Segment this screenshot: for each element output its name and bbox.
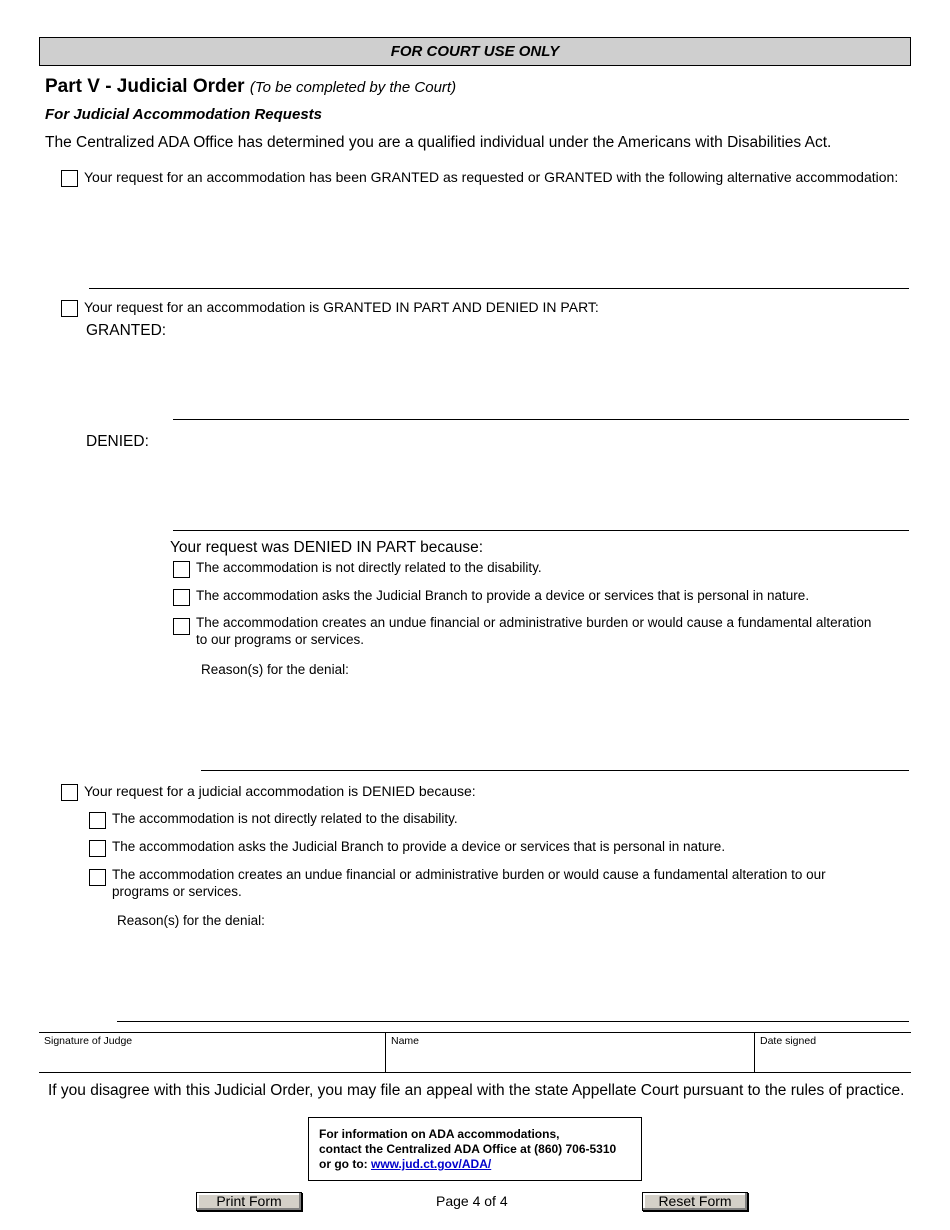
denied-reason-burden-label-1: The accommodation creates an undue financial or administrative burden or would cause a fundamental alteration to our <box>112 867 826 882</box>
judge-signature-field[interactable] <box>39 1033 385 1072</box>
date-signed-label: Date signed <box>760 1035 817 1047</box>
denied-subheading: DENIED: <box>86 433 149 450</box>
denied-part-heading: Your request was DENIED IN PART because: <box>170 539 484 556</box>
partial-reason-burden-label-2: to our programs or services. <box>196 632 365 647</box>
partial-label: Your request for an accommodation is GRANTED IN PART AND DENIED IN PART: <box>84 299 599 315</box>
date-signed-field[interactable] <box>754 1033 911 1072</box>
denied-reason-not-related-checkbox[interactable] <box>89 812 106 829</box>
granted-subheading: GRANTED: <box>86 322 167 339</box>
partial-checkbox[interactable] <box>61 300 78 317</box>
partial-reason-not-related-label: The accommodation is not directly related to the disability. <box>196 560 542 575</box>
court-use-header: FOR COURT USE ONLY <box>39 37 911 66</box>
denied-reason-personal-label: The accommodation asks the Judicial Branch to provide a device or services that is personal in nature. <box>112 839 726 854</box>
ada-website-link[interactable]: www.jud.ct.gov/ADA/ <box>371 1157 492 1171</box>
info-line-3 <box>319 1157 631 1172</box>
section-title: For Judicial Accommodation Requests <box>45 106 322 123</box>
part-title-text: Part V - Judicial Order <box>45 76 245 97</box>
judge-name-label: Name <box>391 1035 420 1047</box>
print-form-button[interactable]: Print Form <box>196 1192 302 1211</box>
denied-reason-personal-checkbox[interactable] <box>89 840 106 857</box>
partial-reason-personal-checkbox[interactable] <box>173 589 190 606</box>
partial-reason-field[interactable] <box>201 770 909 771</box>
partial-reason-personal-label: The accommodation asks the Judicial Branch to provide a device or services that is personal in nature. <box>196 588 810 603</box>
info-line-1: For information on ADA accommodations, <box>319 1127 560 1141</box>
ada-info-box <box>308 1117 642 1181</box>
denied-part-field[interactable] <box>173 530 909 531</box>
intro-text: The Centralized ADA Office has determined you are a qualified individual under the Americans with Disabilities Act. <box>45 134 832 151</box>
reset-form-button[interactable]: Reset Form <box>642 1192 748 1211</box>
granted-checkbox[interactable] <box>61 170 78 187</box>
part-subtitle: (To be completed by the Court) <box>249 79 457 96</box>
partial-reason-not-related-checkbox[interactable] <box>173 561 190 578</box>
page-number: Page 4 of 4 <box>436 1193 508 1209</box>
judge-name-field[interactable] <box>385 1033 754 1072</box>
denied-reason-burden-label-2: programs or services. <box>112 884 242 899</box>
denied-checkbox[interactable] <box>61 784 78 801</box>
granted-label: Your request for an accommodation has been GRANTED as requested or GRANTED with the following alternative accommodation: <box>84 169 899 185</box>
denied-reason-label: Reason(s) for the denial: <box>117 913 265 928</box>
signature-row <box>39 1032 911 1073</box>
partial-reason-label: Reason(s) for the denial: <box>201 662 349 677</box>
part-title <box>45 76 456 98</box>
denied-reason-burden-checkbox[interactable] <box>89 869 106 886</box>
granted-text-field[interactable] <box>89 288 909 289</box>
partial-reason-burden-label-1: The accommodation creates an undue financial or administrative burden or would cause a fundamental alteration <box>196 615 872 630</box>
granted-part-field[interactable] <box>173 419 909 420</box>
denied-label: Your request for a judicial accommodation is DENIED because: <box>84 783 476 799</box>
appeal-text: If you disagree with this Judicial Order, you may file an appeal with the state Appellate Court pursuant to the rules of practice. <box>48 1082 905 1099</box>
denied-reason-field[interactable] <box>117 1021 909 1022</box>
partial-reason-burden-checkbox[interactable] <box>173 618 190 635</box>
info-prefix: or go to: <box>319 1157 368 1171</box>
denied-reason-not-related-label: The accommodation is not directly related to the disability. <box>112 811 458 826</box>
info-line-2: contact the Centralized ADA Office at (860) 706-5310 <box>319 1142 617 1156</box>
judge-signature-label: Signature of Judge <box>44 1035 133 1047</box>
